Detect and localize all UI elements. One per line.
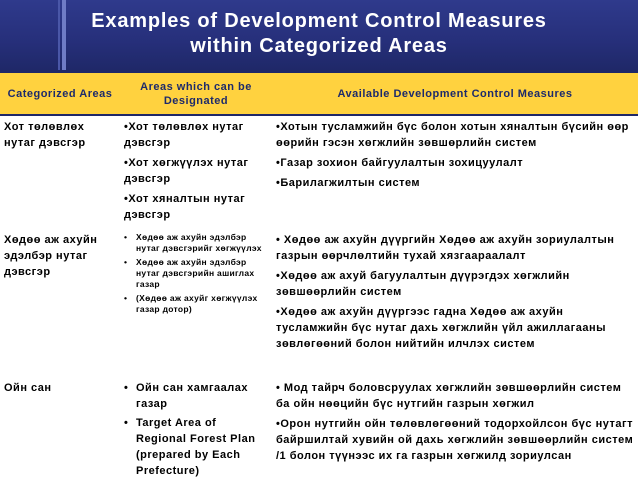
designated-cell [120,229,272,377]
measures-cell [272,115,638,229]
designated-item [124,293,268,315]
measure-item: •Газар зохион байгуулалтын зохицуулалт [276,157,524,169]
category-cell: Хөдөө аж ахуйн эдэлбэр нутаг дэвсгэр [4,234,98,278]
header-designated: Areas which can be Designated [120,73,272,115]
measure-item: •Орон нутгийн ойн төлөвлөгөөний тодорхойлсон бүс нутагт байршилтай хувийн ой дахь хөгжлийн зөвшөөрлийн систем /1 болон түүнээс их га газрын хөгжилд зориулсан [276,418,634,462]
slide-title-line2: within Categorized Areas [190,35,448,57]
measure-item: • Мод тайрч боловсруулах хөгжлийн зөвшөөрлийн систем ба ойн нөөцийн бүс нутгийн газрын хөгжил [276,382,622,410]
designated-item [124,380,268,412]
designated-cell [120,115,272,229]
bullet: • [124,382,129,394]
designated-item: •Хот хөгжүүлэх нутаг дэвсгэр [124,157,249,185]
measure-item: •Хотын тусламжийн бүс болон хотын хяналтын бүсийн өөр өөрийн гэсэн хөгжлийн зөвшөрлийн систем [276,121,629,149]
designated-item [124,415,268,479]
slide-title [0,9,638,59]
designated-item-text: Target Area of Regional Forest Plan (prepared by Each Prefecture) [136,417,256,477]
table-row [0,377,638,479]
bullet: • [124,232,128,242]
category-cell: Хот төлөвлөх нутаг дэвсгэр [4,121,86,149]
designated-item-text: (Хөдөө аж ахуйг хөгжүүлэх газар дотор) [136,293,258,314]
measure-item: •Барилагжилтын систем [276,177,421,189]
title-band [0,0,638,70]
header-categorized: Categorized Areas [0,73,120,115]
measures-cell [272,377,638,479]
measures-table [0,73,638,479]
designated-item-text: Ойн сан хамгаалах газар [136,382,249,410]
measure-item: •Хөдөө аж ахуй багуулалтын дүүрэгдэх хөгжлийн зөвшөөрлийн систем [276,270,570,298]
designated-item: •Хот төлөвлөх нутаг дэвсгэр [124,121,244,149]
measures-cell [272,229,638,377]
table-row [0,229,638,377]
designated-cell [120,377,272,479]
designated-item [124,232,268,254]
measure-item: •Хөдөө аж ахуйн дүүргээс гадна Хөдөө аж ахуйн тусламжийн бүс нутаг дахь хөгжлийн үйл ажиллагааны зөвлөгөөний болон нийтийн илчлэх систем [276,306,607,350]
slide-title-line1: Examples of Development Control Measures [91,10,547,32]
bullet: • [124,257,128,267]
bullet: • [124,293,128,303]
designated-item-text: Хөдөө аж ахуйн эдэлбэр нутаг дэвсгэрийг хөгжүүлэх [136,232,262,253]
bullet: • [124,417,129,429]
designated-item-text: Хөдөө аж ахуйн эдэлбэр нутаг дэвсгэрийн ашиглах газар [136,257,255,289]
table-row [0,115,638,229]
header-row [0,73,638,115]
designated-item [124,257,268,290]
designated-item: •Хот хяналтын нутаг дэвсгэр [124,193,246,221]
measure-item: • Хөдөө аж ахуйн дүүргийн Хөдөө аж ахуйн зориулалтын газрын өөрчлөлтийн тухай хязгаараалалт [276,234,615,262]
category-cell: Ойн сан [4,382,52,394]
header-measures: Available Development Control Measures [272,73,638,115]
